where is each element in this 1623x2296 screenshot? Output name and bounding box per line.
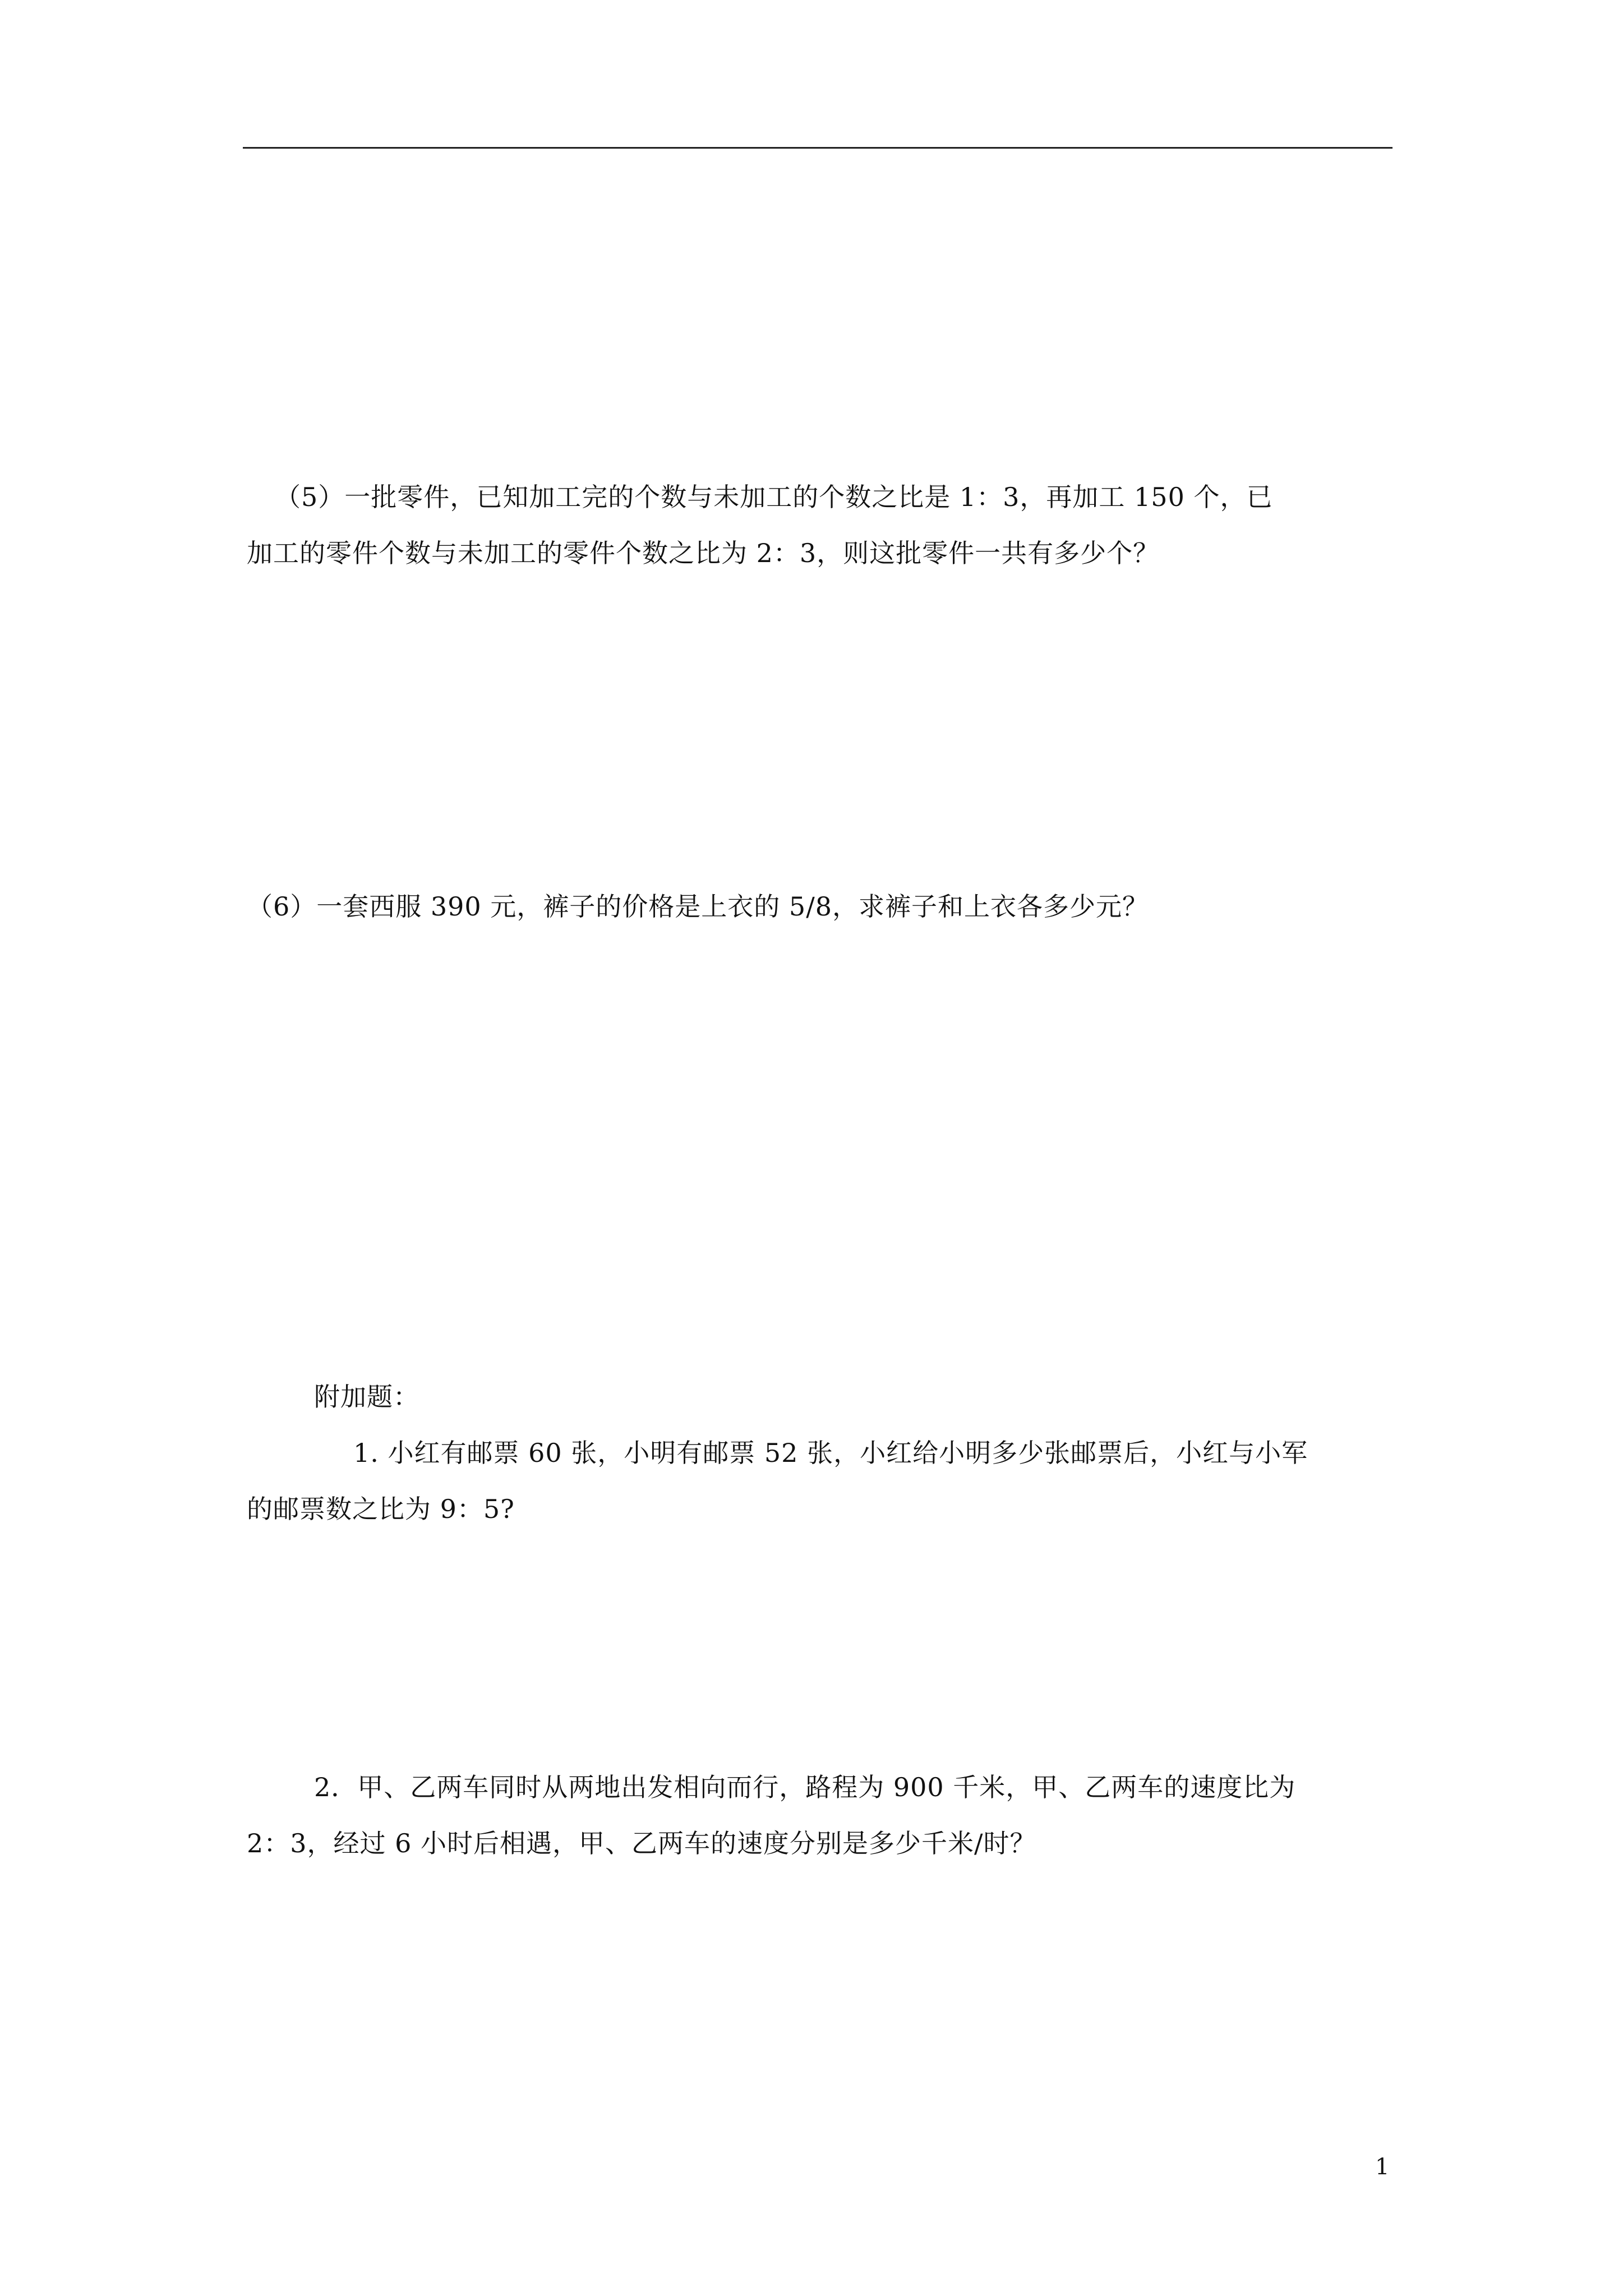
bonus-question-1-line-2: 的邮票数之比为 9：5? [247,1494,515,1524]
problem-6-line-1: （6）一套西服 390 元，裤子的价格是上衣的 5/8，求裤子和上衣各多少元？ [247,891,1149,922]
bonus-question-2-line-2: 2：3，经过 6 小时后相遇，甲、乙两车的速度分别是多少千米/时？ [247,1828,1036,1858]
bonus-question-1-line-1: 1. 小红有邮票 60 张，小明有邮票 52 张，小红给小明多少张邮票后，小红与小军 [353,1438,1308,1468]
problem-5-line-2: 加工的零件个数与未加工的零件个数之比为 2：3，则这批零件一共有多少个？ [247,538,1160,568]
bonus-heading: 附加题： [314,1382,419,1412]
bonus-question-2-line-1: 2．甲、乙两车同时从两地出发相向而行，路程为 900 千米，甲、乙两车的速度比为 [314,1772,1296,1802]
problem-5-line-1: （5）一批零件，已知加工完的个数与未加工的个数之比是 1：3，再加工 150 个，已 [275,482,1273,512]
page-number: 1 [1375,2154,1390,2180]
header-rule [243,147,1393,149]
